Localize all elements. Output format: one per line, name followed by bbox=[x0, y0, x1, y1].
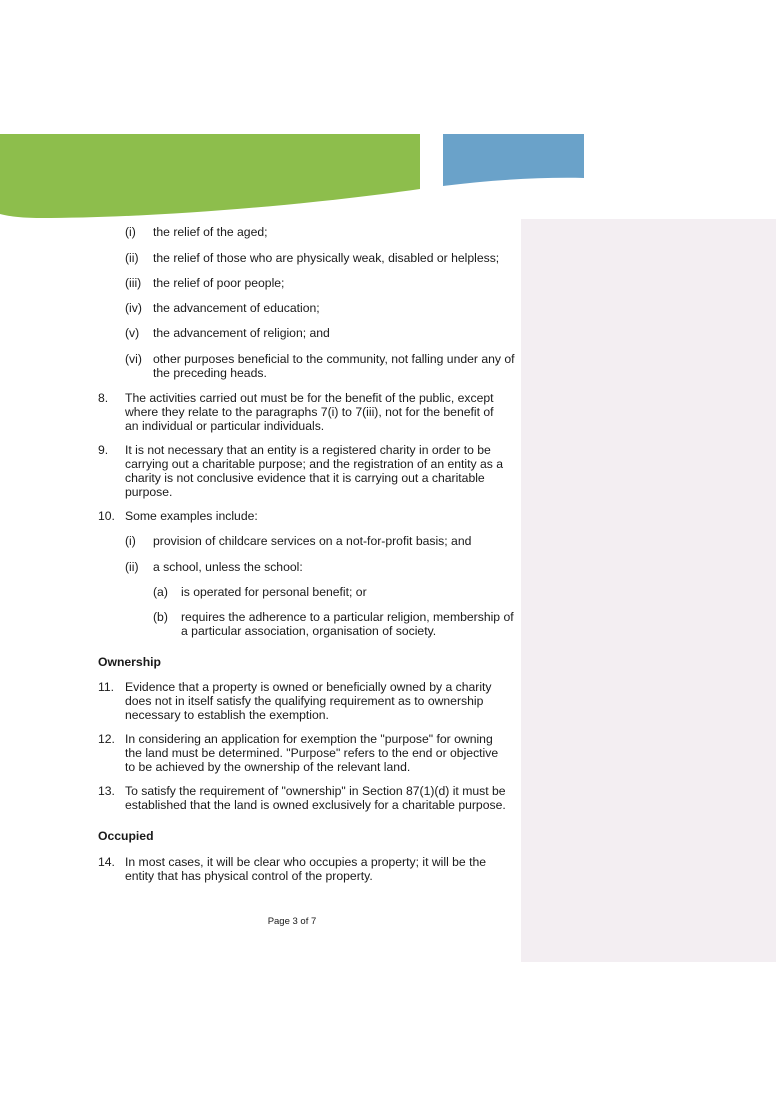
item-text: the advancement of education; bbox=[153, 301, 320, 315]
paragraph-number: 13. bbox=[98, 784, 115, 798]
paragraph-text: To satisfy the requirement of "ownership" in Section 87(1)(d) it must be established that the land is owned exclusively for a charitable purpose. bbox=[125, 784, 506, 812]
paragraph-number: 14. bbox=[98, 855, 115, 869]
item-number: (v) bbox=[125, 326, 140, 340]
item-number: (ii) bbox=[125, 251, 139, 265]
item-number: (vi) bbox=[125, 352, 142, 366]
item-text: provision of childcare services on a not-for-profit basis; and bbox=[153, 534, 472, 548]
paragraph-number: 8. bbox=[98, 391, 109, 405]
occupied-heading: Occupied bbox=[98, 829, 154, 843]
item-number: (a) bbox=[153, 585, 168, 599]
item-text: requires the adherence to a particular religion, membership of a particular association, organisation of society. bbox=[181, 610, 514, 638]
item-text: the advancement of religion; and bbox=[153, 326, 330, 340]
item-text: the relief of poor people; bbox=[153, 276, 285, 290]
paragraph-text: Evidence that a property is owned or beneficially owned by a charity does not in itself satisfy the qualifying requirement as to ownership necessary to establish the exemption. bbox=[125, 680, 492, 722]
paragraph-text: In most cases, it will be clear who occupies a property; it will be the entity that has physical control of the property. bbox=[125, 855, 487, 883]
item-number: (i) bbox=[125, 225, 136, 239]
item-text: the relief of the aged; bbox=[153, 225, 268, 239]
side-panel bbox=[521, 219, 776, 962]
item-text: the relief of those who are physically weak, disabled or helpless; bbox=[153, 251, 500, 265]
paragraph-number: 12. bbox=[98, 732, 115, 746]
paragraph-text: In considering an application for exemption the "purpose" for owning the land must be determined. "Purpose" refers to the end or objective to be achieved by the ownership of the relevant land. bbox=[125, 732, 499, 774]
item-text: a school, unless the school: bbox=[153, 560, 303, 574]
paragraph-number: 9. bbox=[98, 443, 109, 457]
page-number: Page 3 of 7 bbox=[267, 916, 317, 927]
item-number: (ii) bbox=[125, 560, 139, 574]
paragraph-text: It is not necessary that an entity is a registered charity in order to be carrying out a charitable purpose; and the registration of an entity as a charity is not conclusive evidence that it is carrying out a charitable purpose. bbox=[125, 443, 504, 499]
item-text: other purposes beneficial to the community, not falling under any of the preceding heads. bbox=[153, 352, 515, 380]
item-number: (iii) bbox=[125, 276, 142, 290]
paragraph-number: 10. bbox=[98, 509, 115, 523]
ownership-heading: Ownership bbox=[98, 655, 161, 669]
paragraph-text: Some examples include: bbox=[125, 509, 258, 523]
item-number: (b) bbox=[153, 610, 168, 624]
paragraph-text: The activities carried out must be for the benefit of the public, except where they relate to the paragraphs 7(i) to 7(iii), not for the benefit of an individual or particular individuals. bbox=[125, 391, 494, 433]
item-number: (iv) bbox=[125, 301, 142, 315]
paragraph-number: 11. bbox=[98, 680, 115, 694]
item-text: is operated for personal benefit; or bbox=[181, 585, 367, 599]
item-number: (i) bbox=[125, 534, 136, 548]
